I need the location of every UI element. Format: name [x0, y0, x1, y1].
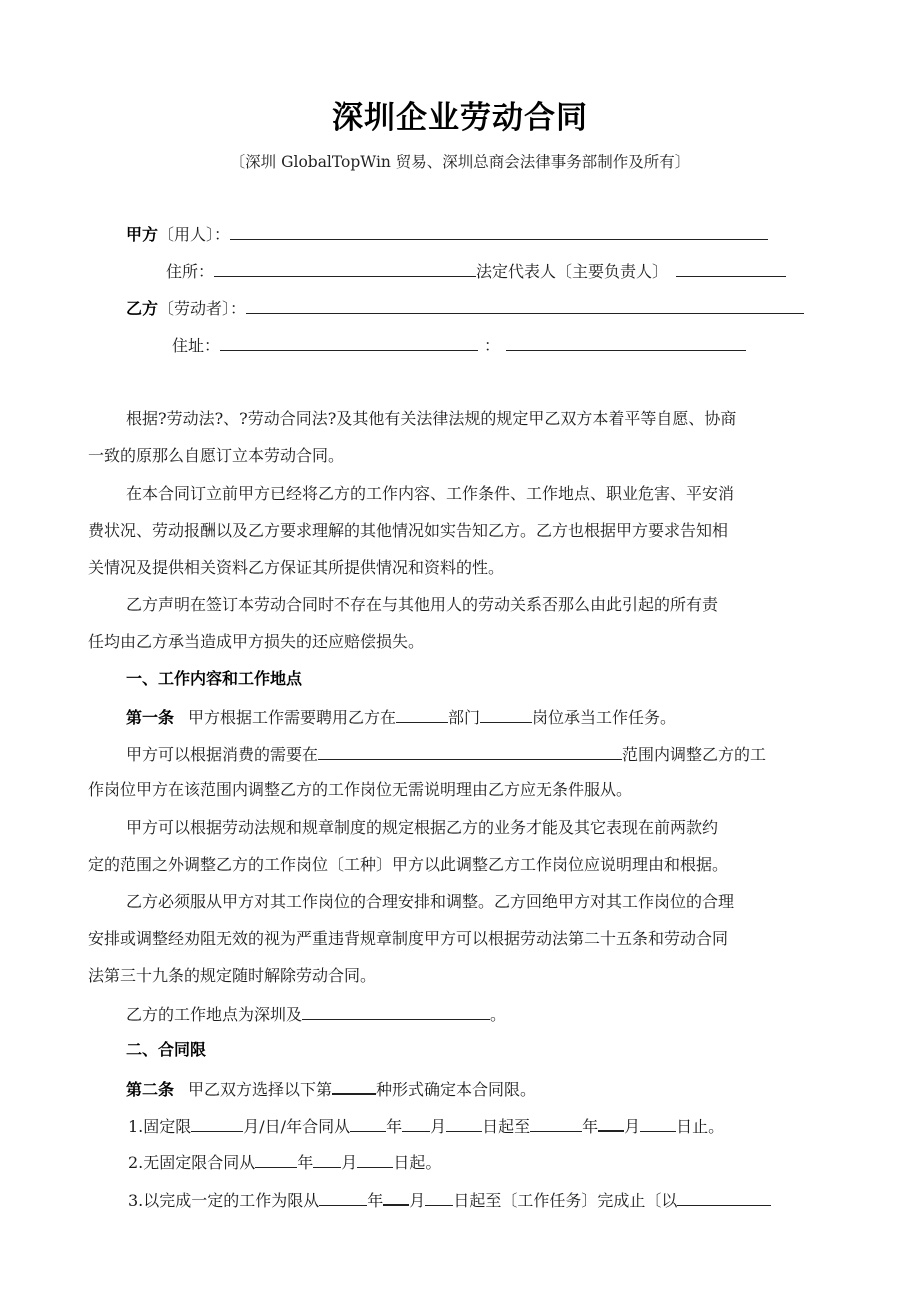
option-1-text-c: 日起至 — [482, 1117, 531, 1136]
work-location-field[interactable] — [302, 1003, 490, 1020]
section-2-heading: 二、合同限 — [126, 1040, 207, 1059]
option-1-text-d: 日止。 — [676, 1117, 725, 1136]
article-2-text-b: 种形式确定本合同限。 — [376, 1080, 537, 1099]
article-1-text-c: 岗位承当工作任务。 — [532, 708, 677, 727]
article-2-text-a: 甲乙双方选择以下第 — [188, 1080, 333, 1099]
paragraph-3-line-1: 乙方声明在签订本劳动合同时不存在与其他用人的劳动关系否那么由此引起的所有责 — [126, 595, 719, 614]
end-day-field[interactable] — [640, 1115, 676, 1132]
option-2-row — [128, 1151, 441, 1173]
department-field[interactable] — [396, 706, 448, 723]
task-completion-field[interactable] — [677, 1189, 771, 1206]
paragraph-5-line-1: 甲方可以根据劳动法规和规章制度的规定根据乙方的业务才能及其它表现在前两款约 — [126, 818, 719, 837]
address-label: 住址： — [172, 336, 221, 355]
year-label: 年 — [297, 1153, 314, 1172]
month-label: 月 — [430, 1117, 447, 1136]
work-location-end: 。 — [490, 1005, 507, 1024]
term-form-field[interactable] — [332, 1077, 376, 1095]
start-month-field[interactable] — [402, 1115, 430, 1132]
option-3-label: 3.以完成一定的工作为限从 — [128, 1191, 320, 1210]
party-b-label: 乙方 — [126, 299, 159, 318]
task-start-month-field[interactable] — [383, 1188, 409, 1206]
option-1-row — [128, 1114, 724, 1137]
month-label: 月 — [409, 1191, 426, 1210]
paragraph-2-line-3: 关情况及提供相关资料乙方保证其所提供情况和资料的性。 — [88, 558, 505, 577]
party-b-address-row — [172, 334, 746, 356]
task-start-year-field[interactable] — [319, 1189, 367, 1206]
position-field[interactable] — [480, 706, 532, 723]
paragraph-3-line-2: 任均由乙方承当造成甲方损失的还应赔偿损失。 — [88, 632, 425, 651]
paragraph-5-line-2: 定的范围之外调整乙方的工作岗位〔工种〕甲方以此调整乙方工作岗位应说明理由和根据。 — [88, 855, 729, 874]
party-a-label: 甲方 — [126, 225, 159, 244]
article-2-label: 第二条 — [126, 1080, 175, 1099]
paragraph-6-line-1: 乙方必须服从甲方对其工作岗位的合理安排和调整。乙方回绝甲方对其工作岗位的合理 — [126, 892, 735, 911]
year-label: 年 — [386, 1117, 403, 1136]
year-label: 年 — [582, 1117, 599, 1136]
start-year-field[interactable] — [350, 1115, 386, 1132]
party-a-name-field[interactable] — [230, 223, 768, 240]
residence-field[interactable] — [214, 260, 476, 277]
fixed-term-field[interactable] — [191, 1115, 243, 1132]
work-location-row — [126, 1003, 506, 1025]
end-year-field[interactable] — [530, 1115, 582, 1132]
open-start-day-field[interactable] — [357, 1151, 393, 1168]
legal-rep-field[interactable] — [676, 260, 786, 277]
document-subtitle: 〔深圳 GlobalTopWin 贸易、深圳总商会法律事务部制作及所有〕 — [229, 153, 691, 171]
document-title: 深圳企业劳动合同 — [332, 100, 588, 136]
phone-field[interactable] — [506, 334, 746, 351]
option-3-row — [128, 1188, 771, 1211]
paragraph-1-line-2: 一致的原那么自愿订立本劳动合同。 — [88, 446, 345, 465]
article-1-label: 第一条 — [126, 708, 175, 727]
paragraph-4-line-2: 作岗位甲方在该范围内调整乙方的工作岗位无需说明理由乙方应无条件服从。 — [88, 780, 633, 799]
option-3-text-c: 日起至〔工作任务〕完成止〔以 — [453, 1191, 678, 1210]
party-a-note: 〔用人〕： — [158, 225, 231, 244]
option-2-text-c: 日起。 — [393, 1153, 442, 1172]
party-b-row — [126, 297, 804, 319]
task-start-day-field[interactable] — [425, 1189, 453, 1206]
option-1-label: 1.固定限 — [128, 1117, 192, 1136]
adjust-scope-field[interactable] — [318, 743, 622, 760]
open-start-year-field[interactable] — [255, 1151, 297, 1168]
option-2-label: 2.无固定限合同从 — [128, 1153, 256, 1172]
month-label: 月 — [341, 1153, 358, 1172]
residence-label: 住所： — [166, 262, 215, 281]
paragraph-6-line-2: 安排或调整经劝阻无效的视为严重违背规章制度甲方可以根据劳动法第二十五条和劳动合同 — [88, 929, 729, 948]
article-1-text-b: 部门 — [448, 708, 481, 727]
address-field[interactable] — [220, 334, 478, 351]
section-1-heading: 一、工作内容和工作地点 — [126, 669, 303, 688]
legal-rep-label: 法定代表人〔主要负责人〕 — [476, 262, 669, 281]
colon: ： — [484, 336, 501, 355]
year-label: 年 — [367, 1191, 384, 1210]
paragraph-4-text-b: 范围内调整乙方的工 — [622, 745, 767, 764]
paragraph-2-line-1: 在本合同订立前甲方已经将乙方的工作内容、工作条件、工作地点、职业危害、平安消 — [126, 484, 735, 503]
article-1-row — [126, 706, 676, 728]
article-2-row — [126, 1077, 536, 1100]
article-1-text-a: 甲方根据工作需要聘用乙方在 — [188, 708, 397, 727]
party-b-note: 〔劳动者〕： — [158, 299, 247, 318]
month-label: 月 — [624, 1117, 641, 1136]
paragraph-6-line-3: 法第三十九条的规定随时解除劳动合同。 — [88, 966, 377, 985]
paragraph-1-line-1: 根据?劳动法?、?劳动合同法?及其他有关法律法规的规定甲乙双方本着平等自愿、协商 — [126, 409, 737, 428]
paragraph-4-text-a: 甲方可以根据消费的需要在 — [126, 745, 319, 764]
start-day-field[interactable] — [446, 1115, 482, 1132]
party-b-name-field[interactable] — [246, 297, 804, 314]
option-1-text-b: 月/日/年合同从 — [243, 1117, 351, 1136]
end-month-field[interactable] — [598, 1114, 624, 1132]
paragraph-4-line-1 — [126, 743, 766, 765]
open-start-month-field[interactable] — [313, 1151, 341, 1168]
work-location-text: 乙方的工作地点为深圳及 — [126, 1005, 303, 1024]
paragraph-2-line-2: 费状况、劳动报酬以及乙方要求理解的其他情况如实告知乙方。乙方也根据甲方要求告知相 — [88, 521, 729, 540]
party-a-residence-row — [166, 260, 786, 282]
party-a-row — [126, 223, 768, 245]
